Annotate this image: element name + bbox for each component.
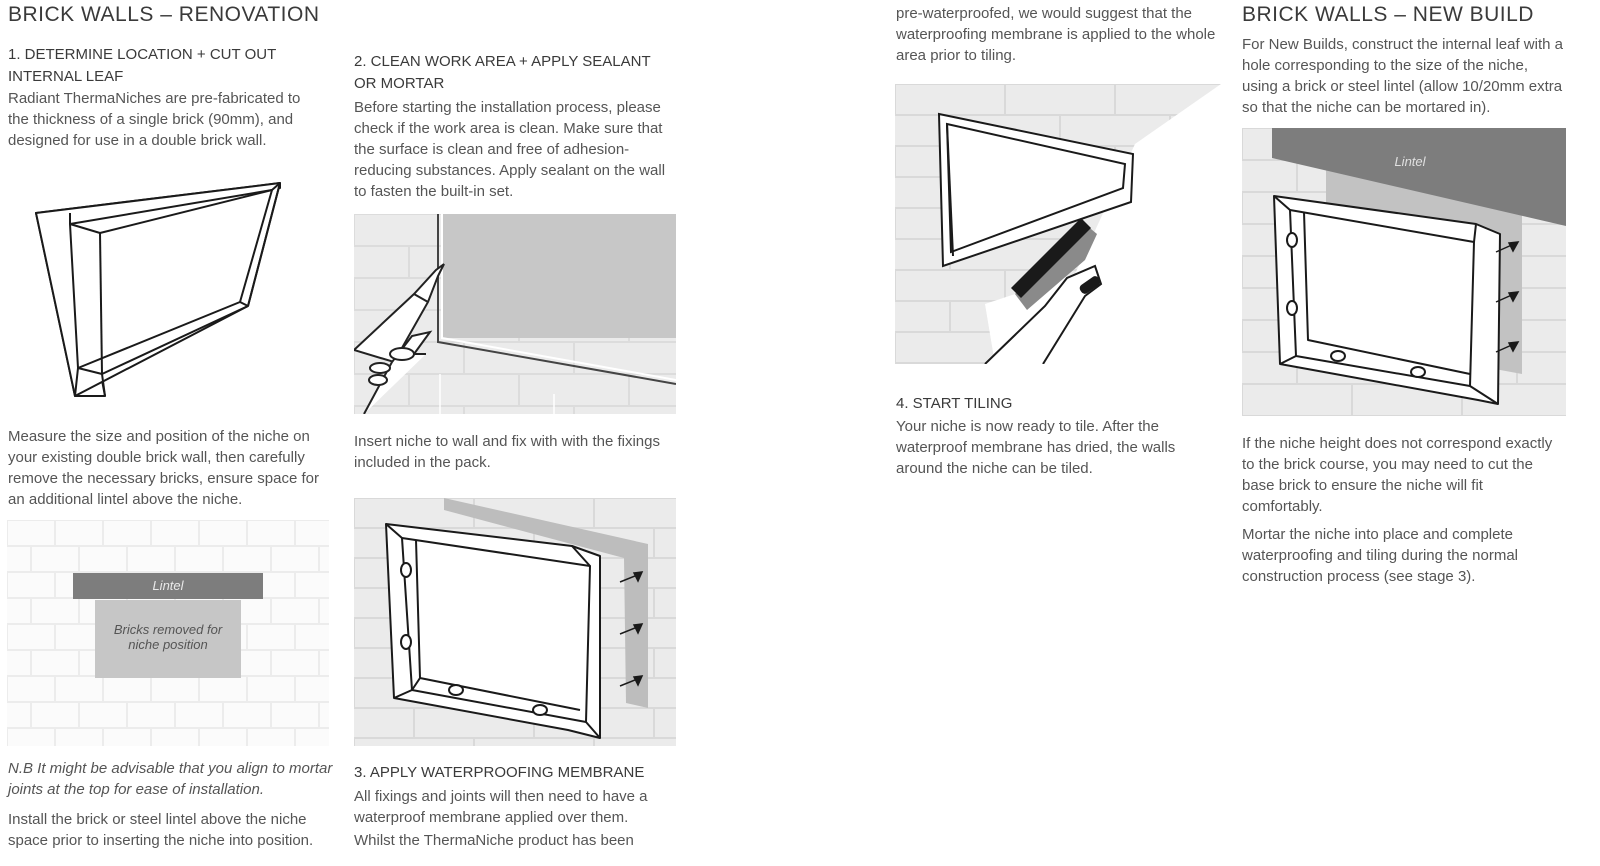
empty-niche-illustration — [30, 178, 290, 408]
step2-heading — [354, 51, 684, 95]
step4-heading: 4. START TILING — [896, 395, 1013, 412]
membrane-application-illustration — [895, 84, 1221, 364]
step1-note: N.B It might be advisable that you align to mortar joints at the top for ease of installation. — [8, 760, 333, 798]
step1-heading-line1: 1. DETERMINE LOCATION + CUT OUT — [8, 46, 277, 63]
step3-body2: Whilst the ThermaNiche product has been — [354, 832, 634, 849]
renovation-column-2 — [354, 51, 684, 202]
diagram-lintel-label: Lintel — [152, 578, 184, 593]
step3-body1: All fixings and joints will then need to have a waterproof membrane applied over them. — [354, 788, 648, 826]
new-build-niche-illustration — [1242, 128, 1566, 416]
new-build-course: If the niche height does not correspond exactly to the brick course, you may need to cut the base brick to ensure the niche will fit comfortably. — [1242, 435, 1553, 515]
new-build-mortar: Mortar the niche into place and complete waterproofing and tiling during the normal construction process (see stage 3). — [1242, 526, 1518, 585]
step2-insert: Insert niche to wall and fix with with the fixings included in the pack. — [354, 433, 660, 471]
step3-heading: 3. APPLY WATERPROOFING MEMBRANE — [354, 764, 645, 781]
step2-body: Before starting the installation process, please check if the work area is clean. Make sure that the surface is clean and free of adhesion-reducing substances. Apply sealant on the wall to fasten the built-in set. — [354, 99, 666, 200]
sealant-application-illustration — [354, 214, 676, 414]
diagram-removed-label-1: Bricks removed for — [113, 622, 223, 637]
step1-heading — [8, 44, 338, 88]
step3-continued: pre-waterproofed, we would suggest that the waterproofing membrane is applied to the whole area prior to tiling. — [896, 5, 1216, 64]
renovation-title: BRICK WALLS – RENOVATION — [8, 3, 320, 26]
step2-heading-line1: 2. CLEAN WORK AREA + APPLY SEALANT — [354, 53, 651, 70]
step1-heading-line2: INTERNAL LEAF — [8, 68, 124, 85]
renovation-column-1 — [8, 0, 338, 151]
step1-body: Radiant ThermaNiches are pre-fabricated to the thickness of a single brick (90mm), and designed for use in a double brick wall. — [8, 90, 301, 149]
new-build-title: BRICK WALLS – NEW BUILD — [1242, 3, 1534, 26]
new-build-lintel-label: Lintel — [1394, 154, 1426, 169]
new-build-intro: For New Builds, construct the internal leaf with a hole corresponding to the size of the niche, using a brick or steel lintel (allow 10/20mm extra so that the niche can be mortared in). — [1242, 36, 1563, 116]
brick-wall-lintel-diagram — [7, 520, 329, 746]
diagram-removed-label-2: niche position — [128, 637, 208, 652]
step1-install: Install the brick or steel lintel above the niche space prior to inserting the niche into position. — [8, 811, 314, 849]
step2-heading-line2: OR MORTAR — [354, 75, 445, 92]
step4-body: Your niche is now ready to tile. After the waterproof membrane has dried, the walls around the niche can be tiled. — [896, 418, 1176, 477]
step1-measure: Measure the size and position of the niche on your existing double brick wall, then carefully remove the necessary bricks, ensure space for an additional lintel above the niche. — [8, 428, 319, 508]
niche-insert-illustration — [354, 498, 676, 746]
